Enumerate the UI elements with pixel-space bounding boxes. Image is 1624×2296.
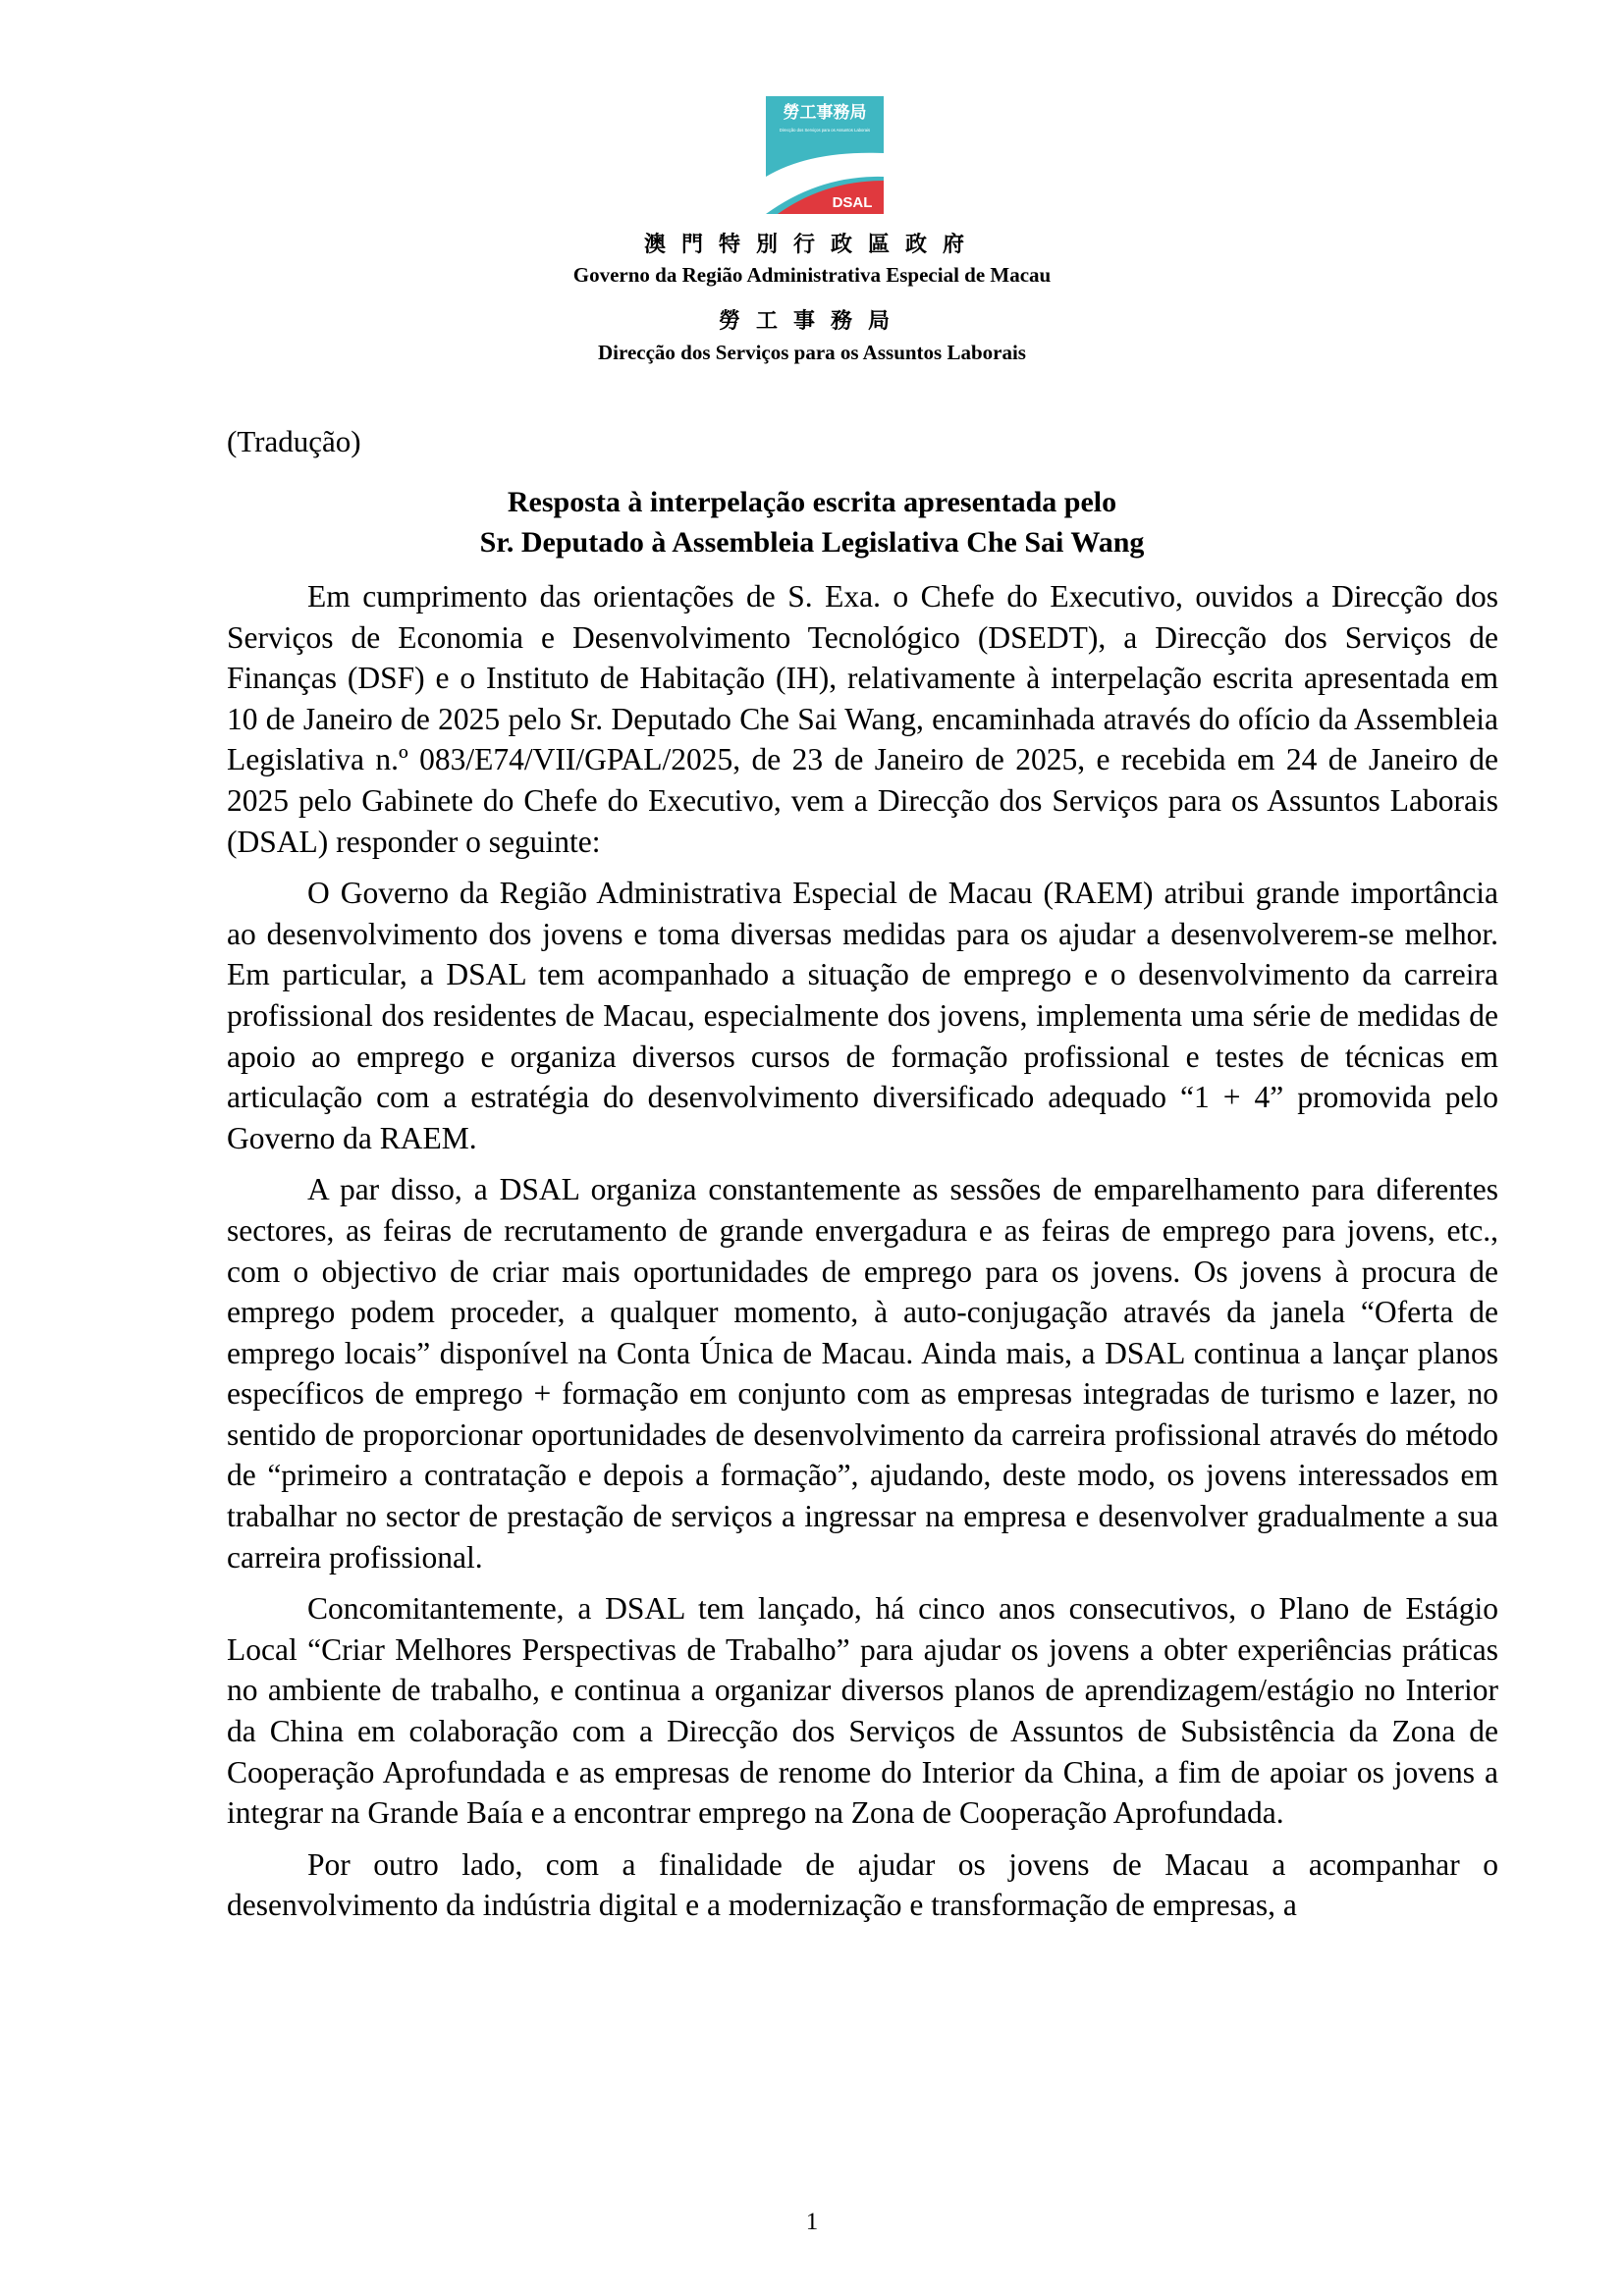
department-name-chinese: 勞工事務局 — [718, 309, 905, 334]
body-paragraph: Em cumprimento das orientações de S. Exa. o Chefe do Executivo, ouvidos a Direcção dos Serviços de Economia e Desenvolvimento Tecnológico (DSEDT), a Direcção dos Serviços de Finanças (DSF) e o Instituto de Habitação (IH), relativamente à interpelação escrita apresentada em 10 de Janeiro de 2025 pelo Sr. Deputado Che Sai Wang, encaminhada através do ofício da Assembleia Legislativa n.º 083/E74/VII/GPAL/2025, de 23 de Janeiro de 2025, e recebida em 24 de Janeiro de 2025 pelo Gabinete do Chefe do Executivo, vem a Direcção dos Serviços para os Assuntos Laborais (DSAL) responder o seguinte: — [227, 579, 1498, 859]
logo-portuguese-text: Direcção dos Serviços para os Assuntos Laborais — [779, 128, 871, 133]
department-name-portuguese: Direcção dos Serviços para os Assuntos Laborais — [598, 341, 1026, 364]
page-number: 1 — [805, 2209, 819, 2235]
logo-chinese-text: 勞工事務局 — [783, 103, 867, 123]
dsal-logo — [766, 96, 884, 214]
government-name-portuguese: Governo da Região Administrativa Especial de Macau — [572, 263, 1052, 287]
logo-acronym: DSAL — [832, 194, 873, 211]
document-title-line-1: Resposta à interpelação escrita apresentada pelo — [507, 486, 1117, 518]
document-title-line-2: Sr. Deputado à Assembleia Legislativa Che Sai Wang — [479, 526, 1145, 559]
translation-note: (Tradução) — [227, 424, 361, 458]
document-body — [227, 576, 1498, 1937]
body-paragraph: O Governo da Região Administrativa Especial de Macau (RAEM) atribui grande importância ao desenvolvimento dos jovens e toma diversas medidas para os ajudar a desenvolverem-se melhor. Em particular, a DSAL tem acompanhado a situação de emprego e o desenvolvimento da carreira profissional dos residentes de Macau, especialmente dos jovens, implementa uma série de medidas de apoio ao emprego e organiza diversos cursos de formação profissional e testes de técnicas em articulação com a estratégia do desenvolvimento diversificado adequado “1 + 4” promovida pelo Governo da RAEM. — [227, 876, 1498, 1155]
body-paragraph: Concomitantemente, a DSAL tem lançado, há cinco anos consecutivos, o Plano de Estágio Local “Criar Melhores Perspectivas de Trabalho” para ajudar os jovens a obter experiências práticas no ambiente de trabalho, e continua a organizar diversos planos de aprendizagem/estágio no Interior da China em colaboração com a Direcção dos Serviços de Assuntos de Subsistência da Zona de Cooperação Aprofundada e as empresas de renome do Interior da China, a fim de apoiar os jovens a integrar na Grande Baía e a encontrar emprego na Zona de Cooperação Aprofundada. — [227, 1591, 1498, 1831]
government-name-chinese: 澳門特別行政區政府 — [643, 233, 980, 257]
body-paragraph: A par disso, a DSAL organiza constantemente as sessões de emparelhamento para diferentes sectores, as feiras de recrutamento de grande envergadura e as feiras de emprego para jovens, etc., com o objectivo de criar mais oportunidades de emprego para os jovens. Os jovens à procura de emprego podem proceder, a qualquer momento, à auto-conjugação através da janela “Oferta de emprego locais” disponível na Conta Única de Macau. Ainda mais, a DSAL continua a lançar planos específicos de emprego + formação em conjunto com as empresas integradas de turismo e lazer, no sentido de proporcionar oportunidades de desenvolvimento da carreira profissional através do método de “primeiro a contratação e depois a formação”, ajudando, deste modo, os jovens interessados em trabalhar no sector de prestação de serviços a ingressar na empresa e desenvolver gradualmente a sua carreira profissional. — [227, 1172, 1498, 1575]
body-paragraph: Por outro lado, com a finalidade de ajudar os jovens de Macau a acompanhar o desenvolvimento da indústria digital e a modernização e transformação de empresas, a — [227, 1846, 1498, 1923]
